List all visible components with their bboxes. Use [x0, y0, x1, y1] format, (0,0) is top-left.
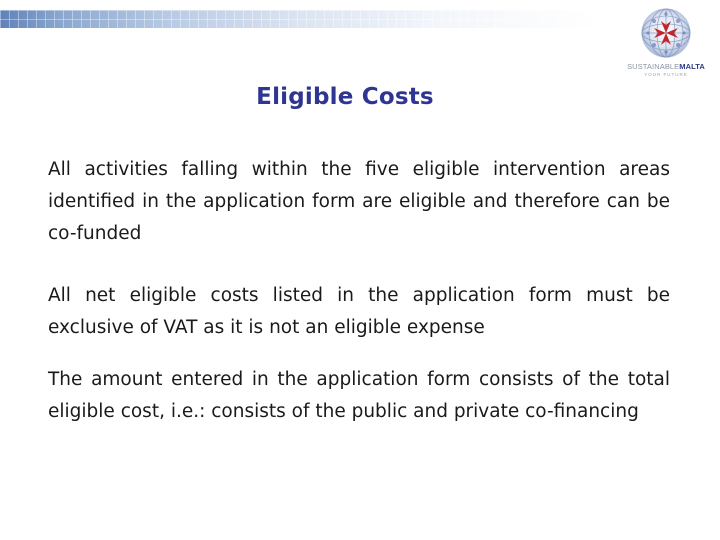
- logo-text-malta: MALTA: [679, 62, 705, 71]
- header-gradient-bar: [0, 10, 600, 28]
- header-bar-pattern: [0, 10, 600, 28]
- logo-wordmark: [620, 62, 712, 71]
- logo-text-sustainable: SUSTAINABLE: [627, 62, 680, 71]
- globe-cross-icon: [640, 6, 692, 60]
- paragraph-vat-exclusion: All net eligible costs listed in the application form must be exclusive of VAT as it is not an eligible expense: [48, 285, 670, 338]
- paragraph-amount-co-financing: The amount entered in the application form consists of the total eligible cost, i.e.: consists of the public and private co-financing: [48, 369, 670, 422]
- logo-tagline: YOUR FUTURE: [644, 72, 688, 77]
- paragraph-eligible-activities: All activities falling within the five eligible intervention areas identified in the application form are eligible and therefore can be co-funded: [48, 159, 670, 244]
- slide-title: Eligible Costs: [256, 84, 434, 110]
- sustainable-malta-logo: [620, 6, 712, 78]
